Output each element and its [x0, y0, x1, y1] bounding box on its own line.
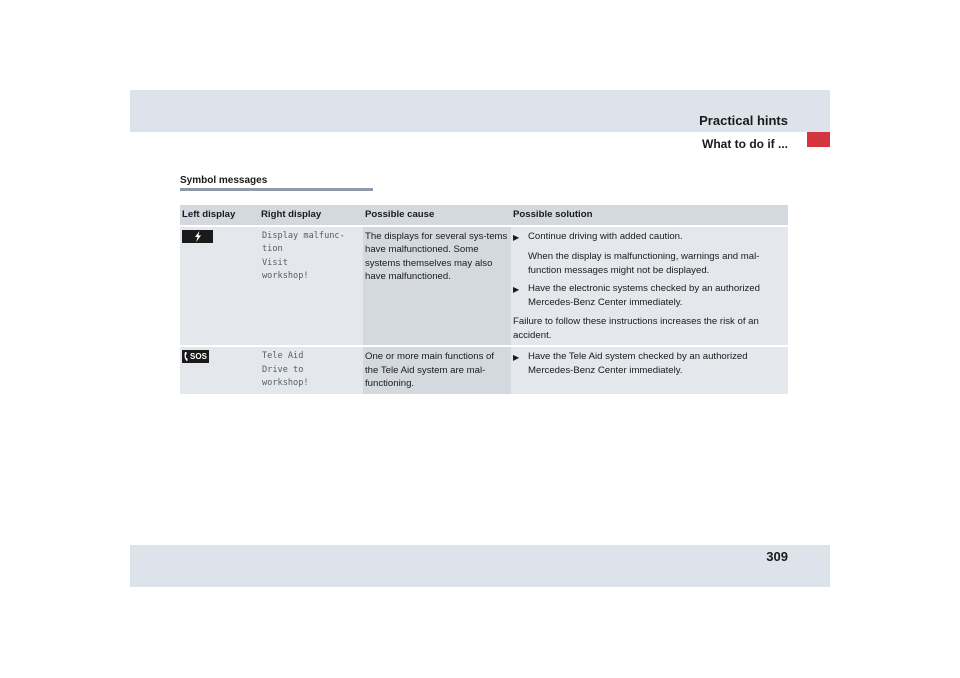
- table-row: [180, 345, 788, 394]
- solution-bullet: [513, 230, 786, 245]
- solution-bullet-text: Continue driving with added caution.: [528, 230, 683, 242]
- column-header-left-display: Left display: [180, 205, 259, 225]
- heading-underline: [180, 188, 373, 191]
- table-heading: Symbol messages: [180, 175, 268, 186]
- possible-cause-text: One or more main functions of the Tele Aid system are mal-functioning.: [365, 351, 495, 389]
- possible-cause-cell: [363, 225, 511, 346]
- solution-bullet-text: Have the Tele Aid system checked by an authorized Mercedes-Benz Center immediately.: [528, 351, 748, 376]
- column-header-possible-cause: Possible cause: [363, 205, 511, 225]
- solution-note: When the display is malfunctioning, warnings and mal-function messages might not be displayed.: [528, 251, 760, 276]
- symbol-messages-table: [180, 205, 788, 394]
- possible-solution-cell: [511, 345, 788, 394]
- footer-band: [130, 545, 830, 587]
- left-display-cell: [180, 345, 259, 394]
- column-header-possible-solution: Possible solution: [511, 205, 788, 225]
- sos-label: SOS: [190, 351, 207, 361]
- phone-handset-glyph: [184, 352, 189, 361]
- page-number: 309: [766, 549, 788, 564]
- section-title: Practical hints: [699, 113, 788, 128]
- chapter-tab-marker: [807, 132, 830, 147]
- safety-warning-text: Failure to follow these instructions increases the risk of an accident.: [513, 316, 759, 341]
- column-header-right-display: Right display: [259, 205, 363, 225]
- bullet-arrow-icon: ▶: [513, 232, 520, 242]
- left-display-cell: [180, 225, 259, 346]
- right-display-message: Tele Aid Drive to workshop!: [262, 351, 309, 388]
- solution-bullet-text: Have the electronic systems checked by an authorized Mercedes-Benz Center immediately.: [528, 283, 760, 308]
- table-row: [180, 225, 788, 346]
- possible-solution-cell: [511, 225, 788, 346]
- subsection-title: What to do if ...: [702, 137, 788, 151]
- lightning-icon: [182, 230, 213, 243]
- right-display-message: Display malfunc- tion Visit workshop!: [262, 230, 345, 281]
- solution-bullet: [513, 350, 786, 377]
- table-header-row: [180, 205, 788, 225]
- possible-cause-cell: [363, 345, 511, 394]
- possible-cause-text: The displays for several sys-tems have malfunctioned. Some systems themselves may also have malfunctioned.: [365, 230, 508, 282]
- right-display-cell: [259, 225, 363, 346]
- bullet-arrow-icon: ▶: [513, 285, 520, 294]
- bullet-arrow-icon: ▶: [513, 353, 520, 362]
- lightning-glyph: [194, 231, 202, 242]
- solution-bullet: [513, 282, 786, 309]
- right-display-cell: [259, 345, 363, 394]
- phone-sos-icon: [182, 350, 209, 363]
